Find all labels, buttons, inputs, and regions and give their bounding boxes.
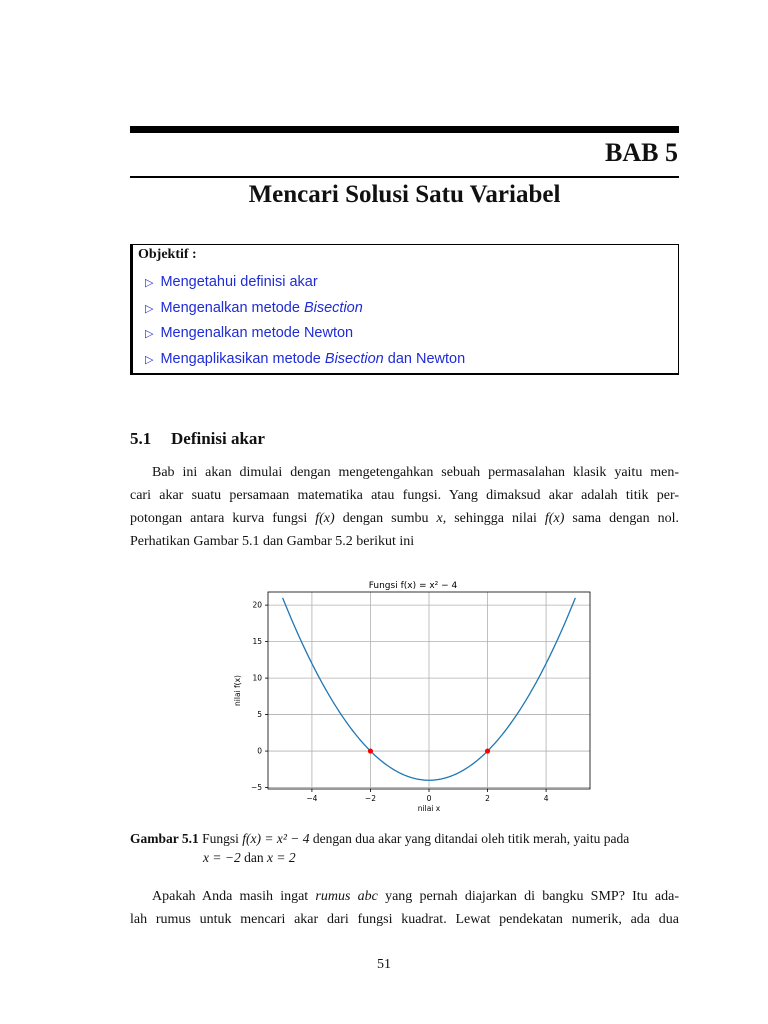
chapter-label: BAB 5 (605, 138, 678, 167)
x-tick-label: −4 (306, 794, 318, 803)
y-tick-label: 15 (252, 637, 262, 647)
chart-y-label: nilai f(x) (233, 675, 242, 706)
root-point (368, 748, 373, 753)
x-tick-label: 0 (426, 794, 432, 803)
objective-item[interactable]: ▷ Mengenalkan metode Bisection (145, 299, 363, 316)
x-tick-label: 4 (543, 794, 549, 803)
y-tick-label: 20 (252, 600, 262, 610)
figure-caption: Gambar 5.1 Fungsi f(x) = x² − 4 dengan dua akar yang ditandai oleh titik merah, yaitu pada x = −2 dan x = 2 (130, 831, 630, 865)
chart-x-label: nilai x (417, 804, 441, 813)
chapter-title: Mencari Solusi Satu Variabel (248, 181, 561, 208)
y-tick-label: 10 (252, 673, 262, 683)
y-tick-label: 5 (257, 710, 262, 720)
triangle-bullet-icon: ▷ (145, 353, 154, 366)
objectives-list (145, 271, 465, 373)
paragraph-abc: Apakah Anda masih ingat rumus abc yang pernah diajarkan di bangku SMP? Itu ada- lah rumus untuk mencari akar dari fungsi kuadrat. Lewat pendekatan numerik, ada dua (130, 889, 679, 927)
chart-grid (268, 592, 590, 789)
y-tick-label: −5 (250, 783, 262, 793)
triangle-bullet-icon: ▷ (145, 277, 154, 289)
objective-item[interactable]: ▷ Mengaplikasikan metode Bisection dan Newton (145, 350, 466, 367)
y-tick-label: 0 (257, 746, 262, 756)
page-number: 51 (377, 957, 391, 972)
section-heading (130, 429, 265, 449)
objectives-heading: Objektif : (138, 247, 197, 262)
triangle-bullet-icon: ▷ (145, 328, 154, 340)
objectives-box (130, 244, 679, 375)
section-number: 5.1 (130, 429, 152, 448)
objective-item[interactable]: ▷ Mengenalkan metode Newton (145, 325, 354, 341)
x-tick-label: 2 (485, 794, 490, 803)
objective-item[interactable]: ▷ Mengetahui definisi akar (145, 274, 318, 290)
x-tick-label: −2 (364, 794, 376, 803)
chapter-top-rule (130, 126, 679, 133)
chart-title: Fungsi f(x) = x² − 4 (368, 581, 458, 591)
chapter-bottom-rule (130, 176, 679, 178)
section-title: Definisi akar (171, 429, 265, 448)
root-point (485, 748, 490, 753)
function-chart (228, 576, 598, 816)
paragraph-intro: Bab ini akan dimulai dengan mengetengahkan sebuah permasalahan klasik yaitu men- cari akar suatu persamaan matematika atau fungsi. Yang dimaksud akar adalah titik per- potongan antara kurva fungsi f(x) dengan sumbu x, sehingga nilai f(x) sama dengan nol. Perhatikan Gambar 5.1 dan Gambar 5.2 berikut ini (130, 465, 679, 549)
caption-label: Gambar 5.1 (130, 831, 199, 846)
triangle-bullet-icon: ▷ (145, 302, 154, 315)
